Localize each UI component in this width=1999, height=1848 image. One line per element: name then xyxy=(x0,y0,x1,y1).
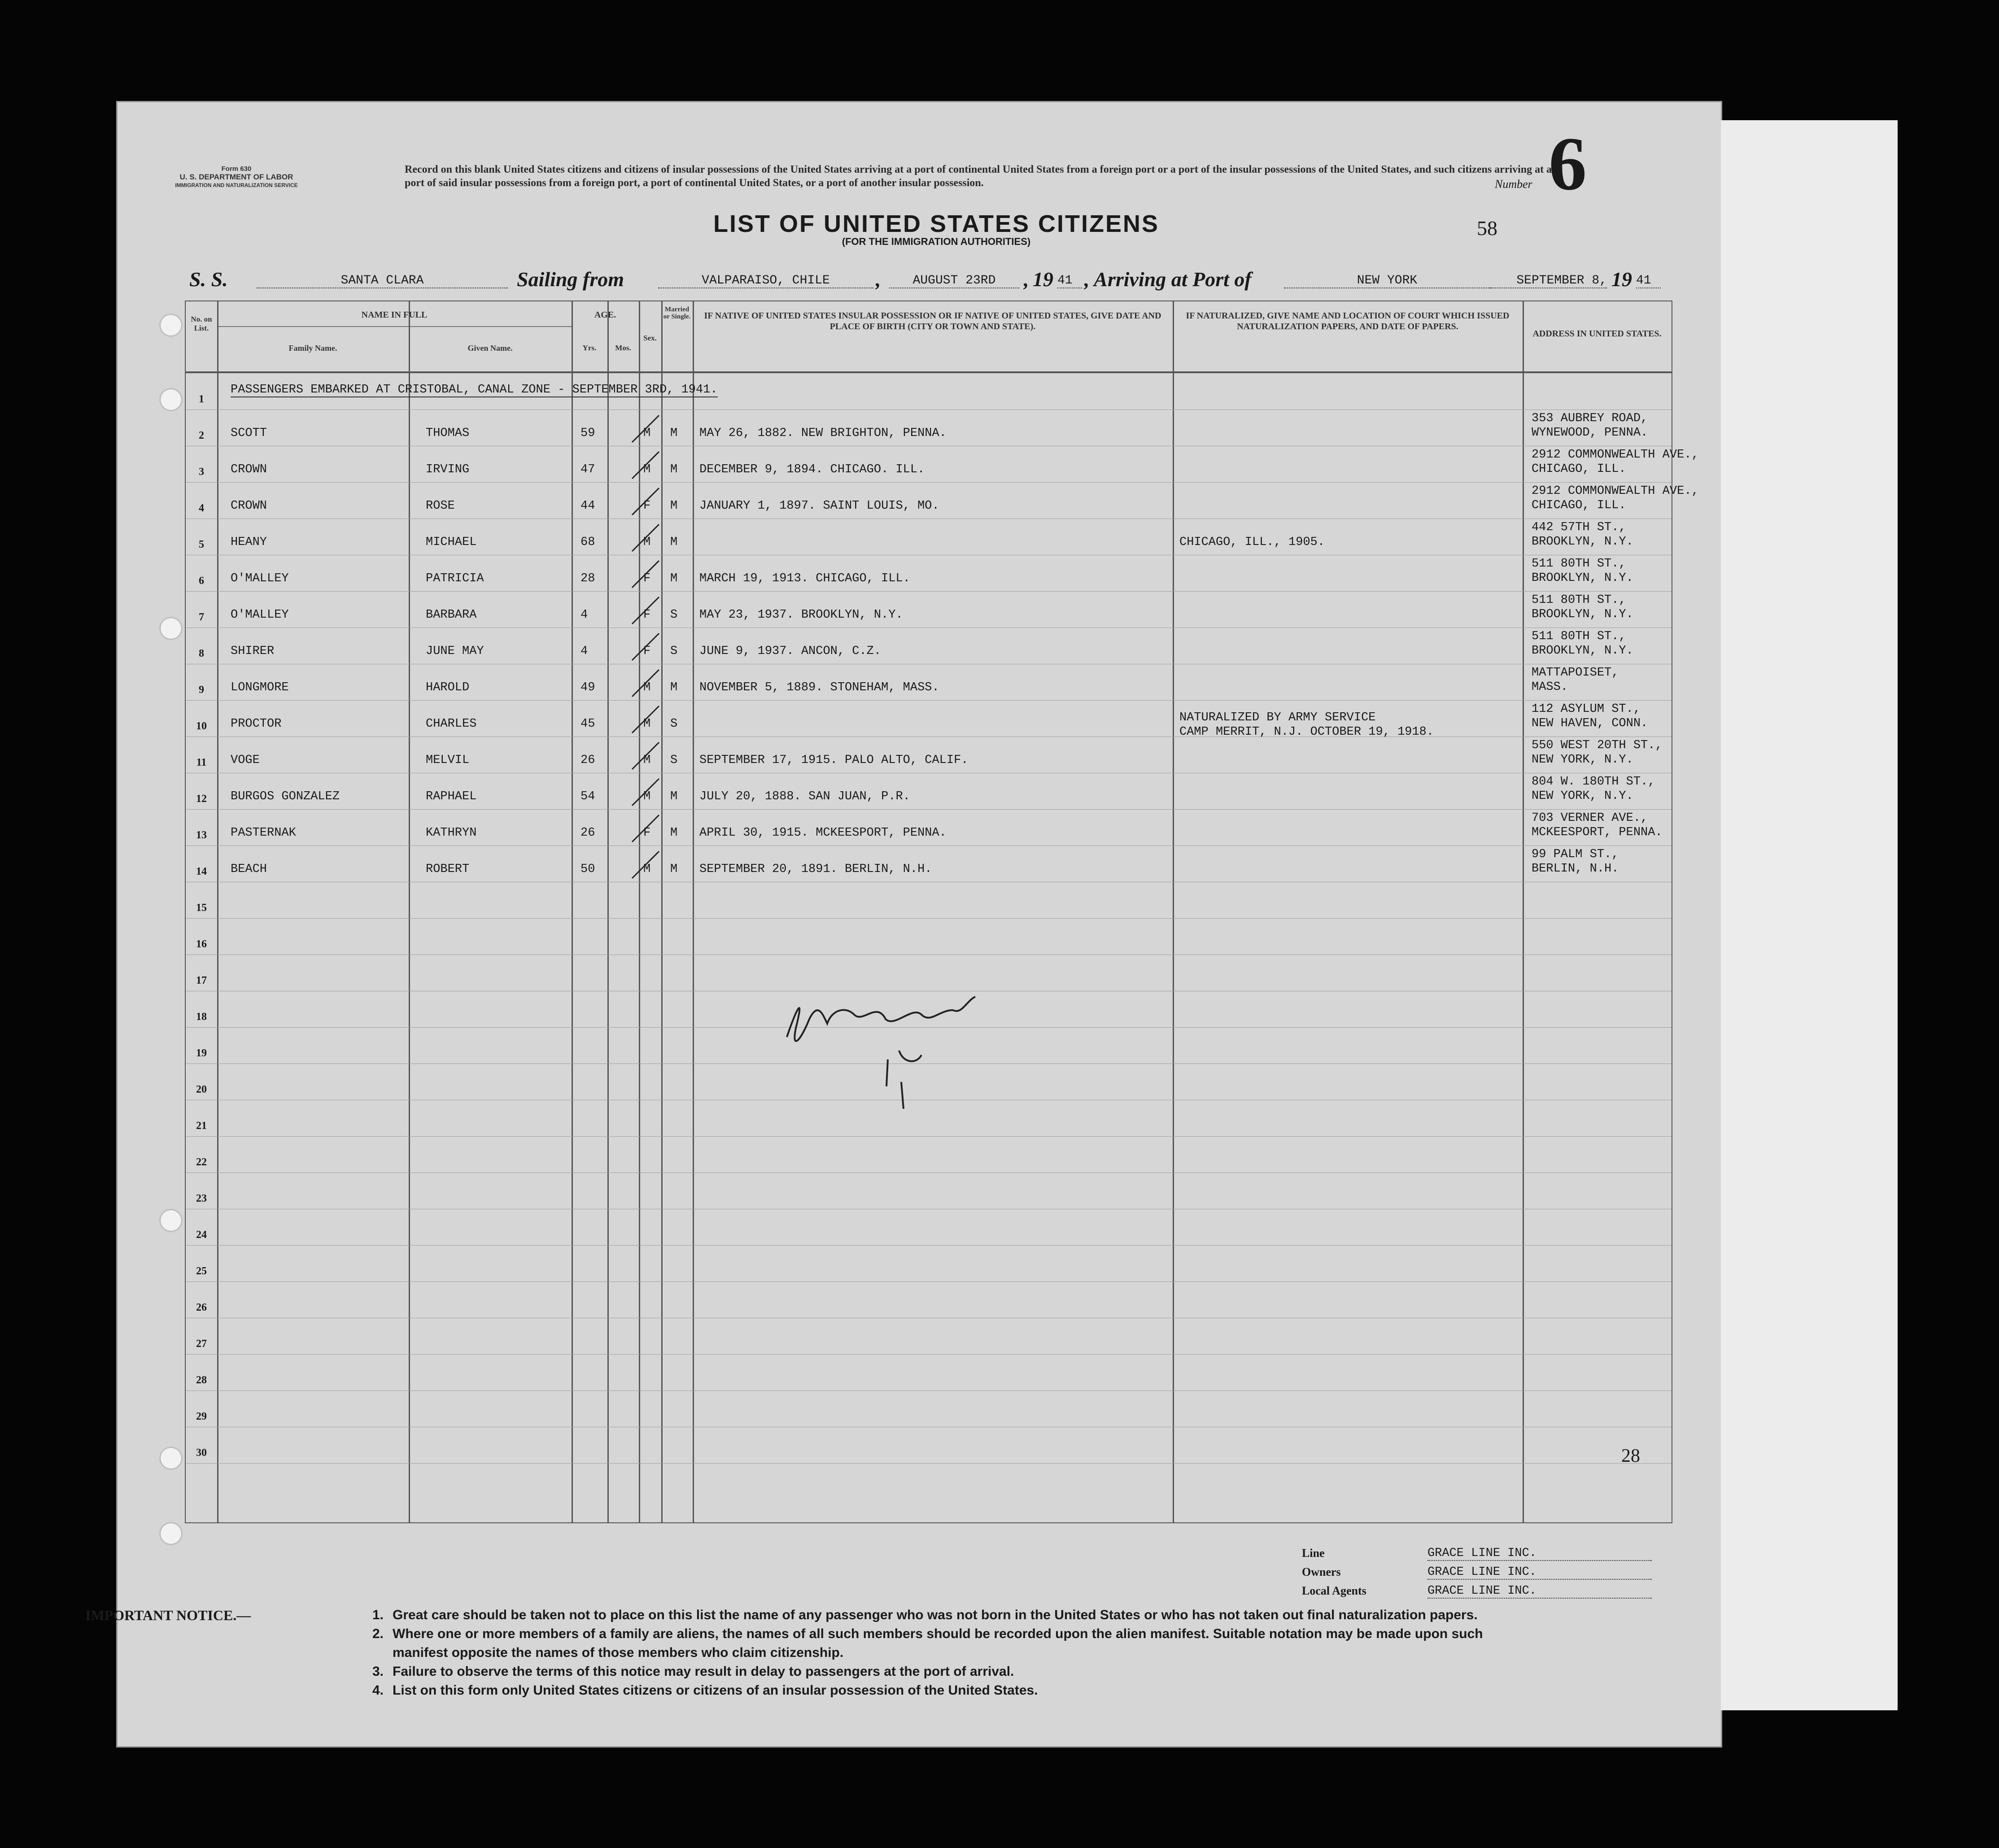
family-name: CROWN xyxy=(231,499,267,513)
age-years: 45 xyxy=(580,717,595,731)
family-name: CROWN xyxy=(231,463,267,476)
given-name: ROBERT xyxy=(426,863,470,876)
row-number: 9 xyxy=(199,684,204,696)
passenger-table xyxy=(185,301,1699,1523)
given-name: KATHRYN xyxy=(426,826,477,840)
line-label: Line xyxy=(1302,1547,1325,1560)
address xyxy=(1532,811,1663,840)
ship-name: SANTA CLARA xyxy=(257,274,508,288)
manifest-sheet xyxy=(118,102,1721,1746)
given-name: PATRICIA xyxy=(426,572,484,585)
row-rule xyxy=(186,1281,1672,1282)
birth-info: SEPTEMBER 17, 1915. PALO ALTO, CALIF. xyxy=(699,754,969,767)
check-mark xyxy=(630,667,661,699)
col-given-name: Given Name. xyxy=(467,344,513,353)
notice-item-number: 2. xyxy=(372,1626,384,1641)
family-name: HEANY xyxy=(231,536,267,549)
row-rule xyxy=(186,1136,1672,1137)
address-line-2: BERLIN, N.H. xyxy=(1532,862,1619,876)
address xyxy=(1532,484,1699,513)
page-subtitle: (FOR THE IMMIGRATION AUTHORITIES) xyxy=(842,236,1031,247)
col-birth-info: IF NATIVE OF UNITED STATES INSULAR POSSESSION OR IF NATIVE OF UNITED STATES, GIVE DATE AND PLACE OF BIRTH (CITY OR TOWN AND STATE). xyxy=(704,311,1161,331)
arrival-port: NEW YORK xyxy=(1284,274,1490,288)
birth-info: DECEMBER 9, 1894. CHICAGO. ILL. xyxy=(699,463,925,476)
binder-hole xyxy=(161,1523,181,1544)
row-number: 15 xyxy=(196,902,207,914)
department-name: U. S. DEPARTMENT OF LABOR xyxy=(179,173,293,181)
address xyxy=(1532,847,1619,876)
check-mark xyxy=(630,740,661,771)
page-title: LIST OF UNITED STATES CITIZENS xyxy=(713,210,1159,237)
address xyxy=(1532,629,1633,658)
given-name: MELVIL xyxy=(426,754,470,767)
col-age-mos: Mos. xyxy=(615,344,631,352)
family-name: PASTERNAK xyxy=(231,826,296,840)
sex: M xyxy=(643,463,651,476)
birth-info: MAY 26, 1882. NEW BRIGHTON, PENNA. xyxy=(699,427,947,440)
row-number: 10 xyxy=(196,720,207,732)
notice-item-text: List on this form only United States citizens or citizens of an insular possession of the United States. xyxy=(393,1683,1038,1698)
sex: F xyxy=(643,826,651,840)
service-name: IMMIGRATION AND NATURALIZATION SERVICE xyxy=(175,182,298,188)
check-mark xyxy=(630,486,661,517)
birth-info: JUNE 9, 1937. ANCON, C.Z. xyxy=(699,645,882,658)
address-line-1: 703 VERNER AVE., xyxy=(1532,811,1648,825)
address xyxy=(1532,702,1648,731)
birth-info: MAY 23, 1937. BROOKLYN, N.Y. xyxy=(699,608,903,622)
age-years: 59 xyxy=(580,427,595,440)
marital-status: M xyxy=(670,790,678,803)
row-number: 18 xyxy=(196,1011,207,1023)
binder-hole xyxy=(161,618,181,639)
age-years: 68 xyxy=(580,536,595,549)
notice-item-text: Great care should be taken not to place on this list the name of any passenger who was not born in the United States or who has not taken out final naturalization papers. xyxy=(393,1608,1478,1622)
birth-info: NOVEMBER 5, 1889. STONEHAM, MASS. xyxy=(699,681,939,694)
birth-info: APRIL 30, 1915. MCKEESPORT, PENNA. xyxy=(699,826,947,840)
row-rule xyxy=(186,700,1672,701)
given-name: RAPHAEL xyxy=(426,790,477,803)
departure-date: AUGUST 23RD xyxy=(889,274,1019,288)
address-line-1: 112 ASYLUM ST., xyxy=(1532,702,1641,716)
row-number: 29 xyxy=(196,1411,207,1422)
family-name: BURGOS GONZALEZ xyxy=(231,790,340,803)
year-prefix-1: 19 xyxy=(1033,268,1053,291)
sex: F xyxy=(643,572,651,585)
sex: M xyxy=(643,681,651,694)
sex: F xyxy=(643,645,651,658)
row-rule xyxy=(186,482,1672,483)
row-number: 20 xyxy=(196,1084,207,1095)
given-name: IRVING xyxy=(426,463,470,476)
sheet-number: 6 xyxy=(1549,122,1587,206)
address-line-1: 2912 COMMONWEALTH AVE., xyxy=(1532,448,1699,462)
address xyxy=(1532,520,1633,549)
col-age: AGE. xyxy=(594,310,616,320)
row-number: 26 xyxy=(196,1302,207,1313)
check-mark xyxy=(630,413,661,445)
row-number: 5 xyxy=(199,539,204,550)
row-number: 28 xyxy=(196,1374,207,1386)
address-line-1: 353 AUBREY ROAD, xyxy=(1532,412,1648,425)
row-number: 30 xyxy=(196,1447,207,1459)
address-line-2: NEW YORK, N.Y. xyxy=(1532,753,1633,767)
arrival-date: SEPTEMBER 8, xyxy=(1490,274,1607,288)
check-mark xyxy=(630,595,661,626)
family-name: BEACH xyxy=(231,863,267,876)
address-line-2: NEW HAVEN, CONN. xyxy=(1532,717,1648,730)
family-name: SCOTT xyxy=(231,427,267,440)
address-line-1: 2912 COMMONWEALTH AVE., xyxy=(1532,484,1699,498)
check-mark xyxy=(630,522,661,554)
col-married-single: Married or Single. xyxy=(663,306,691,320)
row-rule xyxy=(186,918,1672,919)
sex: M xyxy=(643,754,651,767)
row-number: 13 xyxy=(196,829,207,841)
address-line-1: 804 W. 180TH ST., xyxy=(1532,775,1655,789)
age-years: 50 xyxy=(580,863,595,876)
sex: F xyxy=(643,499,651,513)
ss-label: S. S. xyxy=(189,268,228,291)
row-number: 8 xyxy=(199,648,204,659)
naturalization-info: CHICAGO, ILL., 1905. xyxy=(1179,536,1325,549)
family-name: O'MALLEY xyxy=(231,608,289,622)
marital-status: M xyxy=(670,427,678,440)
notice-lead: IMPORTANT NOTICE.— xyxy=(85,1607,251,1623)
number-label: Number xyxy=(1495,178,1532,191)
given-name: ROSE xyxy=(426,499,455,513)
row-number: 24 xyxy=(196,1229,207,1241)
row-number: 19 xyxy=(196,1047,207,1059)
age-years: 49 xyxy=(580,681,595,694)
binder-hole xyxy=(161,1448,181,1469)
row-rule xyxy=(186,591,1672,592)
marital-status: M xyxy=(670,463,678,476)
row-number: 25 xyxy=(196,1265,207,1277)
sex: M xyxy=(643,863,651,876)
age-years: 28 xyxy=(580,572,595,585)
address-line-2: BROOKLYN, N.Y. xyxy=(1532,571,1633,585)
record-instructions: Record on this blank United States citizens and citizens of insular possessions of the United States arriving at a port of continental United States from a foreign port or a port of the insular possessions of the United States, and such citizens arriving at a port of said insular possessions from a foreign port, a port of continental United States, or a port of another insular possession. xyxy=(405,164,1552,189)
age-years: 54 xyxy=(580,790,595,803)
address xyxy=(1532,411,1648,440)
row-number: 16 xyxy=(196,938,207,950)
binder-hole xyxy=(161,315,181,336)
row-rule xyxy=(186,1354,1672,1355)
address xyxy=(1532,593,1633,622)
address-line-2: CHICAGO, ILL. xyxy=(1532,499,1626,512)
form-number: Form 630 xyxy=(221,165,252,173)
address-line-2: WYNEWOOD, PENNA. xyxy=(1532,426,1648,440)
row-number: 27 xyxy=(196,1338,207,1350)
given-name: HAROLD xyxy=(426,681,470,694)
given-name: JUNE MAY xyxy=(426,645,484,658)
family-name: SHIRER xyxy=(231,645,275,658)
col-name-in-full: NAME IN FULL xyxy=(361,310,428,320)
address-line-1: 511 80TH ST., xyxy=(1532,557,1626,571)
form-identifier xyxy=(153,165,319,189)
sheet-reference: 58 xyxy=(1477,217,1497,240)
row-number: 23 xyxy=(196,1193,207,1204)
notice-item-number: 4. xyxy=(372,1683,384,1698)
row-number: 12 xyxy=(196,793,207,805)
marital-status: M xyxy=(670,681,678,694)
col-no: No. on List. xyxy=(191,315,212,332)
col-naturalization: IF NATURALIZED, GIVE NAME AND LOCATION OF COURT WHICH ISSUED NATURALIZATION PAPERS, AND DATE OF PAPERS. xyxy=(1186,311,1510,331)
voyage-line: S. S. SANTA CLARA Sailing from VALPARAISO, CHILE , AUGUST 23RD , 19 41 , Arriving at Port of NEW YORK SEPTEMBER 8, 19 41 xyxy=(189,267,1679,294)
marital-status: M xyxy=(670,572,678,585)
address-line-2: MCKEESPORT, PENNA. xyxy=(1532,826,1663,839)
naturalization-info-line2: CAMP MERRIT, N.J. OCTOBER 19, 1918. xyxy=(1179,725,1434,739)
sex: F xyxy=(643,608,651,622)
arrival-year: 41 xyxy=(1636,274,1661,288)
notice-item-text: Where one or more members of a family are aliens, the names of all such members should be recorded upon the alien manifest. Suitable notation may be made upon such xyxy=(393,1626,1483,1641)
sex: M xyxy=(643,717,651,731)
age-years: 26 xyxy=(580,754,595,767)
address-line-2: NEW YORK, N.Y. xyxy=(1532,789,1633,803)
line-value: GRACE LINE INC. xyxy=(1427,1547,1652,1561)
family-name: PROCTOR xyxy=(231,717,282,731)
row-number: 11 xyxy=(196,757,207,768)
paper-edge xyxy=(1721,120,1898,1710)
row-number: 1 xyxy=(199,393,204,405)
marital-status: M xyxy=(670,826,678,840)
check-mark xyxy=(630,704,661,735)
row-number: 17 xyxy=(196,975,207,986)
age-years: 4 xyxy=(580,608,588,622)
age-years: 44 xyxy=(580,499,595,513)
col-family-name: Family Name. xyxy=(288,344,337,353)
address-line-2: BROOKLYN, N.Y. xyxy=(1532,608,1633,621)
row-rule xyxy=(186,809,1672,810)
check-mark xyxy=(630,849,661,880)
row-number: 14 xyxy=(196,866,207,877)
age-years: 4 xyxy=(580,645,588,658)
address-line-1: 99 PALM ST., xyxy=(1532,848,1619,861)
row-rule xyxy=(186,1245,1672,1246)
col-address: ADDRESS IN UNITED STATES. xyxy=(1532,329,1662,339)
marital-status: M xyxy=(670,536,678,549)
row-rule xyxy=(186,1463,1672,1464)
address-line-1: 511 80TH ST., xyxy=(1532,630,1626,643)
given-name: MICHAEL xyxy=(426,536,477,549)
given-name: CHARLES xyxy=(426,717,477,731)
notice-item-text: Failure to observe the terms of this notice may result in delay to passengers at the port of arrival. xyxy=(393,1664,1014,1679)
sailing-label: Sailing from xyxy=(517,268,624,291)
address-line-2: CHICAGO, ILL. xyxy=(1532,462,1626,476)
departure-port: VALPARAISO, CHILE xyxy=(658,274,873,288)
check-mark xyxy=(630,558,661,590)
binder-hole xyxy=(161,1210,181,1231)
row-rule xyxy=(186,1390,1672,1391)
birth-info: JULY 20, 1888. SAN JUAN, P.R. xyxy=(699,790,910,803)
address-line-2: BROOKLYN, N.Y. xyxy=(1532,535,1633,549)
address-line-1: 511 80TH ST., xyxy=(1532,593,1626,607)
notice-item-number: 1. xyxy=(372,1608,384,1622)
marital-status: M xyxy=(670,863,678,876)
notice-item-text: manifest opposite the names of those members who claim citizenship. xyxy=(393,1645,844,1660)
marital-status: S xyxy=(670,754,678,767)
address xyxy=(1532,738,1663,767)
row-number: 22 xyxy=(196,1156,207,1168)
marital-status: S xyxy=(670,645,678,658)
sex: M xyxy=(643,536,651,549)
address-line-1: 550 WEST 20TH ST., xyxy=(1532,739,1663,752)
row-number: 7 xyxy=(199,611,204,623)
check-mark xyxy=(630,449,661,481)
given-name: THOMAS xyxy=(426,427,470,440)
owners-label: Owners xyxy=(1302,1565,1341,1578)
family-name: LONGMORE xyxy=(231,681,289,694)
agents-value: GRACE LINE INC. xyxy=(1427,1584,1652,1599)
check-mark xyxy=(630,776,661,808)
owners-value: GRACE LINE INC. xyxy=(1427,1565,1652,1580)
address-line-2: BROOKLYN, N.Y. xyxy=(1532,644,1633,658)
sex: M xyxy=(643,790,651,803)
embark-note: PASSENGERS EMBARKED AT CRISTOBAL, CANAL ZONE - SEPTEMBER 3RD, 1941. xyxy=(231,383,718,397)
row-number: 4 xyxy=(199,502,204,514)
family-name: VOGE xyxy=(231,754,260,767)
address xyxy=(1532,775,1655,803)
marital-status: M xyxy=(670,499,678,513)
notice-item-number: 3. xyxy=(372,1664,384,1679)
address-line-2: MASS. xyxy=(1532,680,1568,694)
page-total: 28 xyxy=(1621,1446,1640,1466)
marital-status: S xyxy=(670,608,678,622)
age-years: 47 xyxy=(580,463,595,476)
year-prefix-2: 19 xyxy=(1611,268,1632,291)
birth-info: JANUARY 1, 1897. SAINT LOUIS, MO. xyxy=(699,499,939,513)
col-sex: Sex. xyxy=(643,334,657,342)
row-number: 6 xyxy=(199,575,204,587)
address xyxy=(1532,666,1619,694)
sex: M xyxy=(643,427,651,440)
age-years: 26 xyxy=(580,826,595,840)
address-line-1: 442 57TH ST., xyxy=(1532,521,1626,534)
row-number: 2 xyxy=(199,430,204,441)
address xyxy=(1532,557,1633,585)
handwritten-signature xyxy=(769,974,1020,1118)
marital-status: S xyxy=(670,717,678,731)
address-line-1: MATTAPOISET, xyxy=(1532,666,1619,680)
row-number: 3 xyxy=(199,466,204,478)
check-mark xyxy=(630,631,661,662)
birth-info: MARCH 19, 1913. CHICAGO, ILL. xyxy=(699,572,910,585)
binder-hole xyxy=(161,389,181,410)
departure-year: 41 xyxy=(1057,274,1082,288)
row-number: 21 xyxy=(196,1120,207,1132)
birth-info: SEPTEMBER 20, 1891. BERLIN, N.H. xyxy=(699,863,932,876)
check-mark xyxy=(630,813,661,844)
address xyxy=(1532,448,1699,476)
col-age-yrs: Yrs. xyxy=(582,344,597,352)
arriving-label: , Arriving at Port of xyxy=(1084,268,1252,291)
naturalization-info: NATURALIZED BY ARMY SERVICE xyxy=(1179,711,1376,724)
agents-label: Local Agents xyxy=(1302,1584,1366,1597)
row-rule xyxy=(186,1172,1672,1173)
family-name: O'MALLEY xyxy=(231,572,289,585)
given-name: BARBARA xyxy=(426,608,477,622)
